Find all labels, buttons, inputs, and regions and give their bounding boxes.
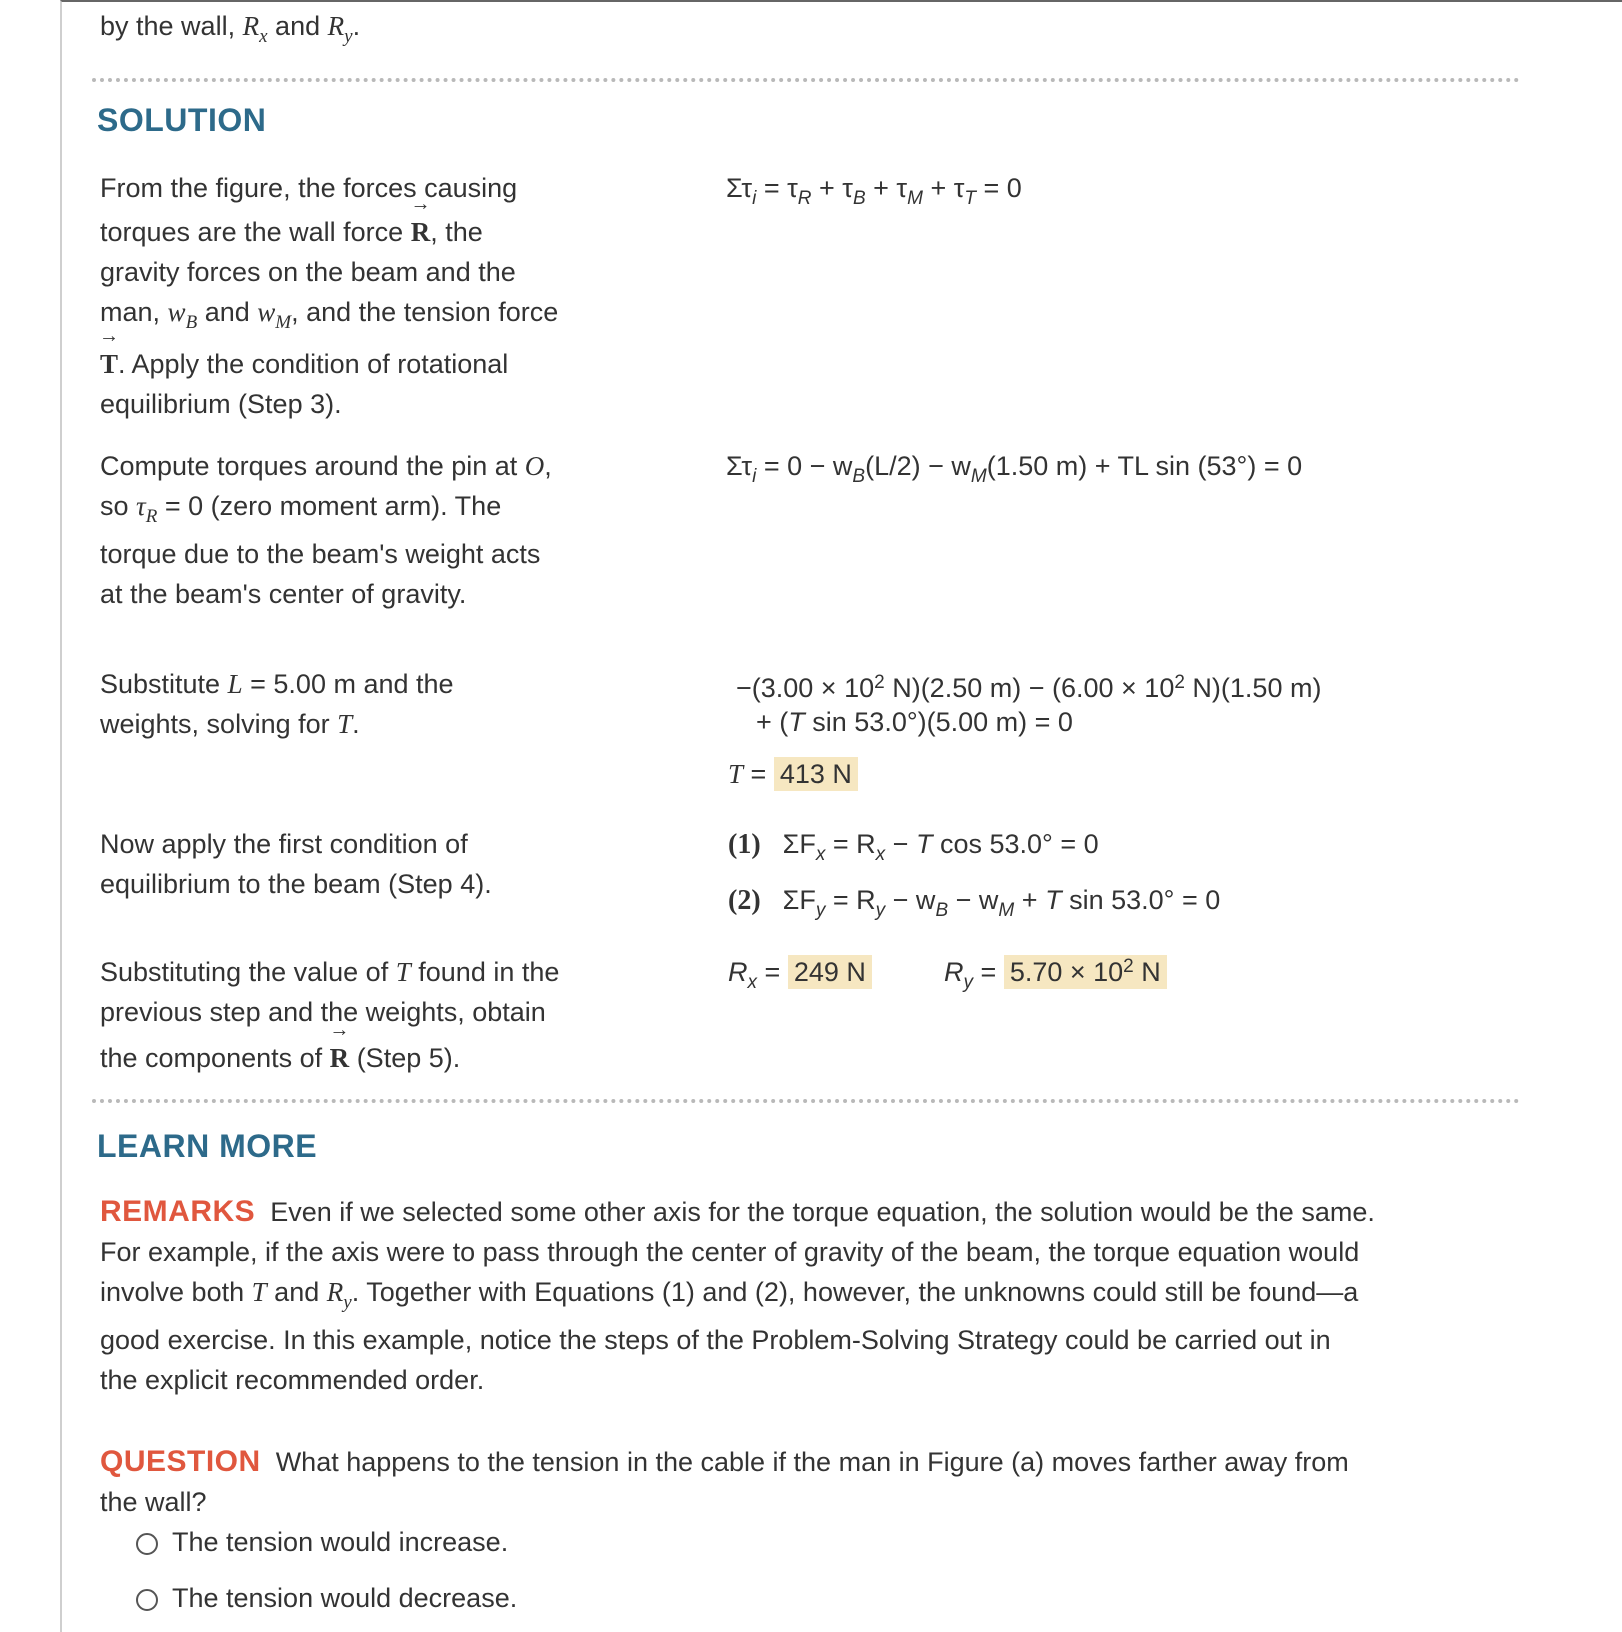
equation-1: (1) $\Sigma F_x = R_x - T$ cos 53.0° = 0 (728, 829, 1099, 865)
ry-result: $R_y = 5.70 \times 10^2$ N (944, 952, 1167, 992)
torque-sum-equation: $\Sigma\tau_i = \tau_R + \tau_B + \tau_M + \tau_T = 0$ (726, 173, 1022, 209)
step3-text: Substitute L = 5.00 m and the weights, solving for T. (100, 669, 454, 739)
solution-heading: SOLUTION (97, 102, 267, 138)
section-divider (92, 78, 1520, 82)
step4-text: Now apply the first condition of equilibrium to the beam (Step 4). (100, 829, 492, 899)
question-label: QUESTION (100, 1445, 261, 1478)
rx-result: $R_x = 249$ N (728, 952, 872, 992)
vector-R: → R (411, 212, 431, 252)
radio-icon[interactable] (136, 1533, 158, 1555)
radio-icon[interactable] (136, 1589, 158, 1611)
learn-more-heading: LEARN MORE (97, 1128, 318, 1164)
section-divider-2 (92, 1099, 1520, 1103)
ry-answer: $5.70 \times 10^2$ N (1004, 955, 1167, 989)
rx-answer: 249 N (788, 955, 872, 989)
equation-2: (2) $\Sigma F_y = R_y - w_B - w_M + T$ sin 53.0° = 0 (728, 885, 1221, 921)
step1-text: From the figure, the forces causing torques are the wall force → R, the gravity forces on the beam and the man, $w_B$ and $w_M$, and the tension force → T. Apply the condition of rotational equilibrium (Step 3). (100, 168, 640, 424)
vector-R-2: → R (330, 1038, 350, 1078)
option-increase[interactable]: The tension would increase. (136, 1522, 508, 1562)
option-decrease[interactable]: The tension would decrease. (136, 1578, 517, 1618)
remarks-block: REMARKS Even if we selected some other axis for the torque equation, the solution would be the same. For example, if the axis were to pass through the center of gravity of the beam, the torque equation would involve both T and $R_y$. Together with Equations (1) and (2), however, the unknowns could still be found—a good exercise. In this example, notice the steps of the Problem-Solving Strategy could be carried out in the explicit recommended order. (100, 1195, 1375, 1395)
torque-pin-equation: $\Sigma\tau_i = 0 - w_B(L/2) - w_M(1.50$ m) + TL sin (53°) = 0 (726, 451, 1303, 487)
intro-line: by the wall, $R_x$ and $R_y$. (100, 11, 361, 47)
step5-text: Substituting the value of T found in the previous step and the weights, obtain the components of → R (Step 5). (100, 952, 660, 1078)
remarks-label: REMARKS (100, 1195, 256, 1228)
tension-result: T = 413 N (728, 754, 858, 794)
vector-T: → T (100, 344, 118, 384)
question-block: QUESTION What happens to the tension in the cable if the man in Figure (a) moves farther away from the wall? (100, 1445, 1349, 1517)
tension-answer: 413 N (774, 757, 858, 791)
step2-text: Compute torques around the pin at O, so $\tau_R = 0$ (zero moment arm). The torque due to the beam's weight acts at the beam's center of gravity. (100, 451, 552, 609)
substitution-line1: $-(3.00 \times 10^2$ N)(2.50 $m) - (6.00 \times 10^2$ N)(1.50 m) (736, 672, 1322, 703)
substitution-line2: + (T sin 53.0°)(5.00 m) = 0 (756, 707, 1073, 737)
